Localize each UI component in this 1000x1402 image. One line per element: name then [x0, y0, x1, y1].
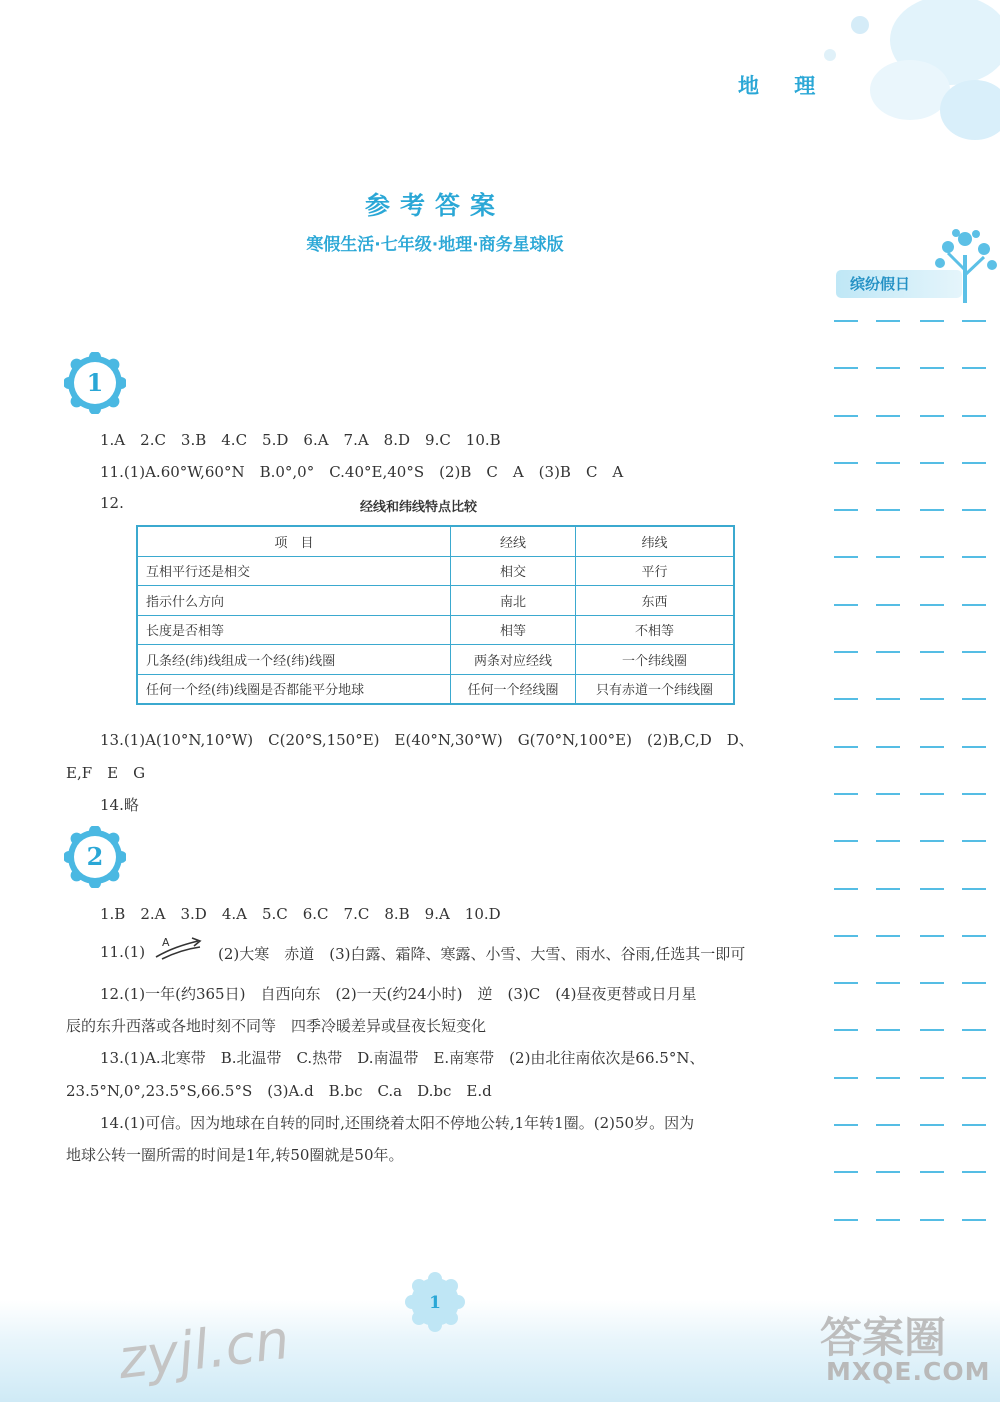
answer-13-line1: 13.(1)A(10°N,10°W) C(20°S,150°E) E(40°N,30°W) G(70°N,100°E) (2)B,C,D D、	[100, 731, 754, 749]
note-dash	[834, 367, 858, 369]
note-dash	[962, 793, 986, 795]
note-dash	[962, 746, 986, 748]
note-dash	[962, 556, 986, 558]
answer-13-line2: E,F E G	[66, 764, 146, 782]
note-dash	[962, 1171, 986, 1173]
note-dash	[920, 651, 944, 653]
answers-2-1-10: 1.B 2.A 3.D 4.A 5.C 6.C 7.C 8.B 9.A 10.D	[100, 905, 501, 923]
note-dash	[920, 604, 944, 606]
table-row	[137, 615, 734, 645]
note-dash	[920, 840, 944, 842]
note-dash	[876, 1029, 900, 1031]
note-dash	[920, 556, 944, 558]
note-dash	[834, 1219, 858, 1221]
table-cell: 只有赤道一个纬线圈	[576, 674, 735, 704]
note-dash	[876, 604, 900, 606]
section-number: 1	[86, 368, 104, 397]
note-dash	[834, 556, 858, 558]
note-dash	[876, 415, 900, 417]
table-row	[137, 645, 734, 675]
note-dash	[920, 367, 944, 369]
note-dash	[962, 415, 986, 417]
note-dash	[876, 462, 900, 464]
note-dash	[876, 982, 900, 984]
note-dash	[876, 935, 900, 937]
note-dash	[920, 1219, 944, 1221]
note-dash	[920, 1077, 944, 1079]
subject-label: 地 理	[738, 74, 830, 98]
note-dash	[962, 462, 986, 464]
answer-12-label: 12.	[100, 494, 124, 512]
note-dash	[962, 367, 986, 369]
table-cell: 不相等	[576, 615, 735, 645]
table-row	[137, 556, 734, 586]
note-dash	[834, 888, 858, 890]
table-cell: 一个纬线圈	[576, 645, 735, 675]
answer-2-14-line2: 地球公转一圈所需的时间是1年,转50圈就是50年。	[66, 1146, 404, 1164]
note-dash	[834, 793, 858, 795]
answer-14: 14.略	[100, 796, 139, 814]
note-dash	[962, 982, 986, 984]
answers-1-10: 1.A 2.C 3.B 4.C 5.D 6.A 7.A 8.D 9.C 10.B	[100, 431, 501, 449]
note-dash	[834, 982, 858, 984]
note-dash	[876, 840, 900, 842]
note-dash	[876, 1171, 900, 1173]
corner-decoration	[800, 0, 1000, 150]
note-dash	[834, 935, 858, 937]
note-dash	[834, 1171, 858, 1173]
note-dash	[876, 556, 900, 558]
note-dash	[962, 840, 986, 842]
note-dash	[962, 698, 986, 700]
notes-sidebar	[826, 225, 1000, 1245]
note-dash	[876, 746, 900, 748]
note-dash	[920, 1171, 944, 1173]
watermark-left: zyjl.cn	[114, 1307, 293, 1392]
table-cell: 相交	[451, 556, 576, 586]
section-badge-1	[64, 352, 126, 414]
page-number-badge	[405, 1272, 465, 1332]
note-dash	[876, 651, 900, 653]
note-dash	[962, 888, 986, 890]
table-cell: 任何一个经(纬)线圈是否都能平分地球	[137, 674, 451, 704]
note-dash	[876, 1219, 900, 1221]
note-dash	[962, 509, 986, 511]
page-title: 参考答案	[364, 191, 505, 220]
table-header-row	[137, 526, 734, 556]
table-header-cell: 纬线	[576, 526, 735, 556]
note-dash	[876, 509, 900, 511]
table-cell: 两条对应经线	[451, 645, 576, 675]
table-cell: 东西	[576, 586, 735, 616]
table-cell: 互相平行还是相交	[137, 556, 451, 586]
section-badge-2	[64, 826, 126, 888]
note-dash	[962, 1077, 986, 1079]
note-dash	[962, 935, 986, 937]
table-header-cell: 项 目	[137, 526, 451, 556]
arrow-label: A	[162, 936, 170, 949]
table-cell: 相等	[451, 615, 576, 645]
note-dash	[920, 888, 944, 890]
note-dash	[962, 651, 986, 653]
note-dash	[834, 651, 858, 653]
sidebar-label: 缤纷假日	[836, 270, 962, 298]
note-dash	[834, 1124, 858, 1126]
note-dash	[920, 935, 944, 937]
answer-2-12-line2: 辰的东升西落或各地时刻不同等 四季冷暖差异或昼夜长短变化	[66, 1017, 487, 1035]
note-dash	[834, 509, 858, 511]
note-dash	[920, 1124, 944, 1126]
note-dash	[920, 320, 944, 322]
note-dash	[962, 1124, 986, 1126]
note-dash	[962, 320, 986, 322]
note-dash	[920, 415, 944, 417]
note-dash	[834, 840, 858, 842]
note-dash	[920, 1029, 944, 1031]
page-subtitle: 寒假生活·七年级·地理·商务星球版	[306, 235, 564, 255]
answer-2-11-rest: (2)大寒 赤道 (3)白露、霜降、寒露、小雪、大雪、雨水、谷雨,任选其一即可	[218, 945, 746, 963]
note-dash	[876, 793, 900, 795]
answer-2-14-line1: 14.(1)可信。因为地球在自转的同时,还围绕着太阳不停地公转,1年转1圈。(2)50岁。因为	[100, 1114, 695, 1132]
note-dash	[876, 888, 900, 890]
section-number: 2	[86, 842, 104, 871]
note-dash	[834, 604, 858, 606]
note-dash	[834, 1029, 858, 1031]
note-dash	[920, 462, 944, 464]
rotation-arrow-icon	[152, 935, 204, 961]
table-row	[137, 586, 734, 616]
table-row	[137, 674, 734, 704]
note-dash	[876, 367, 900, 369]
note-dash	[834, 1077, 858, 1079]
answer-2-11-prefix: 11.(1)	[100, 943, 146, 961]
table-cell: 南北	[451, 586, 576, 616]
note-dash	[962, 604, 986, 606]
note-dash	[834, 320, 858, 322]
table-cell: 任何一个经线圈	[451, 674, 576, 704]
answer-2-12-line1: 12.(1)一年(约365日) 自西向东 (2)一天(约24小时) 逆 (3)C (4)昼夜更替或日月星	[100, 985, 697, 1003]
note-dash	[962, 1219, 986, 1221]
table-header-cell: 经线	[451, 526, 576, 556]
note-dash	[920, 982, 944, 984]
table-cell: 指示什么方向	[137, 586, 451, 616]
note-dash	[834, 698, 858, 700]
note-dash	[876, 698, 900, 700]
note-dash	[834, 415, 858, 417]
note-dash	[876, 1124, 900, 1126]
note-dash	[920, 793, 944, 795]
table-cell: 长度是否相等	[137, 615, 451, 645]
note-dash	[876, 1077, 900, 1079]
note-dash	[876, 320, 900, 322]
answer-2-13-line1: 13.(1)A.北寒带 B.北温带 C.热带 D.南温带 E.南寒带 (2)由北往南依次是66.5°N、	[100, 1049, 705, 1067]
watermark-right-top: 答案圈	[820, 1313, 947, 1362]
answer-2-13-line2: 23.5°N,0°,23.5°S,66.5°S (3)A.d B.bc C.a D.bc E.d	[66, 1082, 492, 1100]
note-dash	[834, 462, 858, 464]
table-cell: 平行	[576, 556, 735, 586]
page-number: 1	[429, 1293, 441, 1313]
note-dash	[920, 746, 944, 748]
note-dash	[920, 698, 944, 700]
note-dash	[834, 746, 858, 748]
note-dash	[920, 509, 944, 511]
table-cell: 几条经(纬)线组成一个经(纬)线圈	[137, 645, 451, 675]
table-caption: 经线和纬线特点比较	[360, 500, 478, 515]
comparison-table	[136, 525, 735, 705]
answer-11: 11.(1)A.60°W,60°N B.0°,0° C.40°E,40°S (2)B C A (3)B C A	[100, 463, 624, 481]
note-dash	[962, 1029, 986, 1031]
watermark-right-bottom: MXQE.COM	[826, 1357, 991, 1386]
